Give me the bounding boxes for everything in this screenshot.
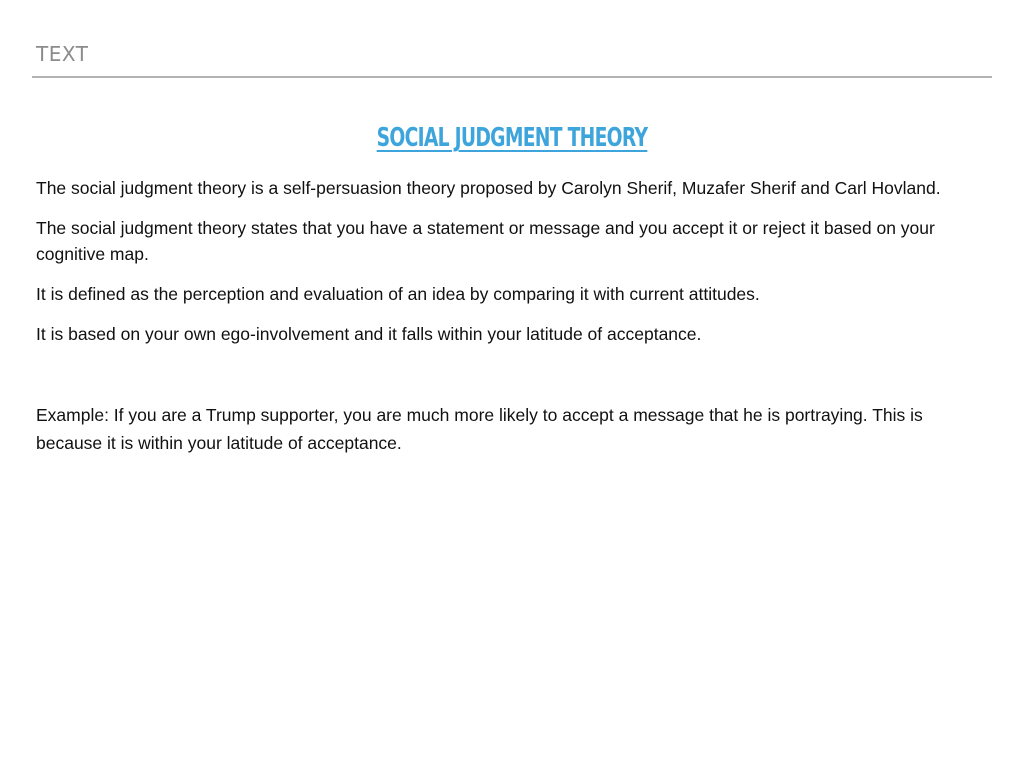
section-label: TEXT <box>36 42 89 66</box>
header-divider <box>32 76 992 78</box>
slide-title-container <box>0 120 1024 160</box>
paragraph-ego-involvement: It is based on your own ego-involvement and it falls within your latitude of acceptance. <box>36 324 702 344</box>
slide-title: SOCIAL JUDGMENT THEORY <box>376 123 648 153</box>
slide-body <box>36 175 991 471</box>
paragraph-statement: The social judgment theory states that you have a statement or message and you accept it or reject it based on your cognitive map. <box>36 218 935 264</box>
paragraph-definition: The social judgment theory is a self-persuasion theory proposed by Carolyn Sherif, Muzafer Sherif and Carl Hovland. <box>36 178 941 198</box>
paragraph-perception: It is defined as the perception and evaluation of an idea by comparing it with current attitudes. <box>36 284 760 304</box>
paragraph-example: Example: If you are a Trump supporter, you are much more likely to accept a message that he is portraying. This is because it is within your latitude of acceptance. <box>36 405 923 453</box>
